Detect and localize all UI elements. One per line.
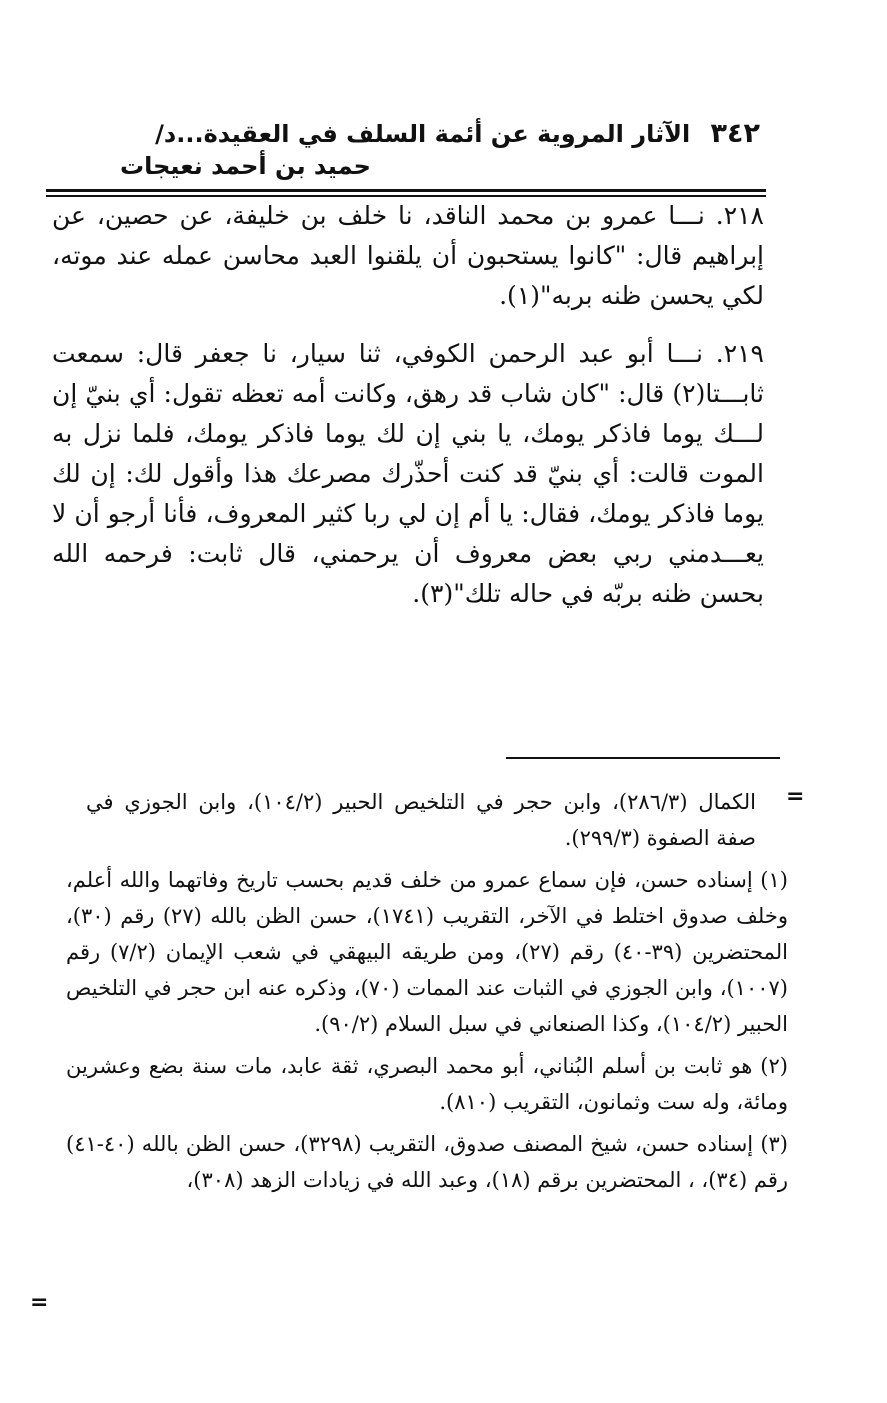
paragraph-219: ٢١٩. نـــا أبو عبد الرحمن الكوفي، ثنا سيار، نا جعفر قال: سمعت ثابـــتا(٢) قال: "كان شاب قد رهق، وكانت أمه تعظه تقول: أي بنيّ إن لـــك يوما فاذكر يومك، يا بني إن لك يوما فاذكر يومك، فلما نزل به الموت قالت: أي بنيّ قد كنت أحذّرك مصرعك هذا وأقول لك: إن لك يوما فاذكر يومك، فقال: يا أم إن لي ربا كثير المعروف، فأنا أرجو أن لا يعـــدمني ربي بعض معروف أن يرحمني، قال ثابت: فرحمه الله بحسن ظنه بربّه في حاله تلك"(٣). xyxy=(52,339,764,608)
footnote-1: (١) إسناده حسن، فإن سماع عمرو من خلف قديم بحسب تاريخ وفاتهما والله أعلم، وخلف صدوق اختلط في الآخر، التقريب (١٧٤١)، حسن الظن بالله (٢٧) رقم (٣٠)، المحتضرين (٣٩-٤٠) رقم (٢٧)، ومن طريقه البيهقي في شعب الإيمان (٧/٢) رقم (١٠٠٧)، وابن الجوزي في الثبات عند الممات (٧٠)، وذكره عنه ابن حجر في التلخيص الحبير (١٠٤/٢)، وكذا الصنعاني في سبل السلام (٩٠/٢). xyxy=(66,868,788,1036)
footnote-2: (٢) هو ثابت بن أسلم البُناني، أبو محمد البصري، ثقة عابد، مات سنة بضع وعشرين ومائة، وله ست وثمانون، التقريب (٨١٠). xyxy=(66,1054,788,1114)
continuation-mark-bottom: = xyxy=(30,1290,49,1315)
header-line-1 xyxy=(60,118,760,150)
footnote-separator xyxy=(506,757,780,759)
running-header xyxy=(60,118,760,182)
footnote-3: (٣) إسناده حسن، شيخ المصنف صدوق، التقريب (٣٢٩٨)، حسن الظن بالله (٤٠-٤١) رقم (٣٤)، ، المحتضرين برقم (١٨)، وعبد الله في زيادات الزهد (٣٠٨)، xyxy=(66,1132,788,1192)
header-author: حميد بن أحمد نعيجات xyxy=(120,152,371,180)
page-number: ٣٤٢ xyxy=(710,118,760,149)
footnotes xyxy=(66,784,788,1204)
footnote-continuation: الكمال (٢٨٦/٣)، وابن حجر في التلخيص الحبير (١٠٤/٢)، وابن الجوزي في صفة الصفوة (٢٩٩/٣). xyxy=(86,790,757,850)
main-text xyxy=(52,196,764,614)
continuation-mark-top: = xyxy=(786,784,805,809)
header-title: الآثار المروية عن أئمة السلف في العقيدة...د/ xyxy=(155,120,691,148)
paragraph-218: ٢١٨. نـــا عمرو بن محمد الناقد، نا خلف بن خليفة، عن حصين، عن إبراهيم قال: "كانوا يستحبون أن يلقنوا العبد محاسن عمله عند موته، لكي يحسن ظنه بربه"(١). xyxy=(52,201,764,310)
